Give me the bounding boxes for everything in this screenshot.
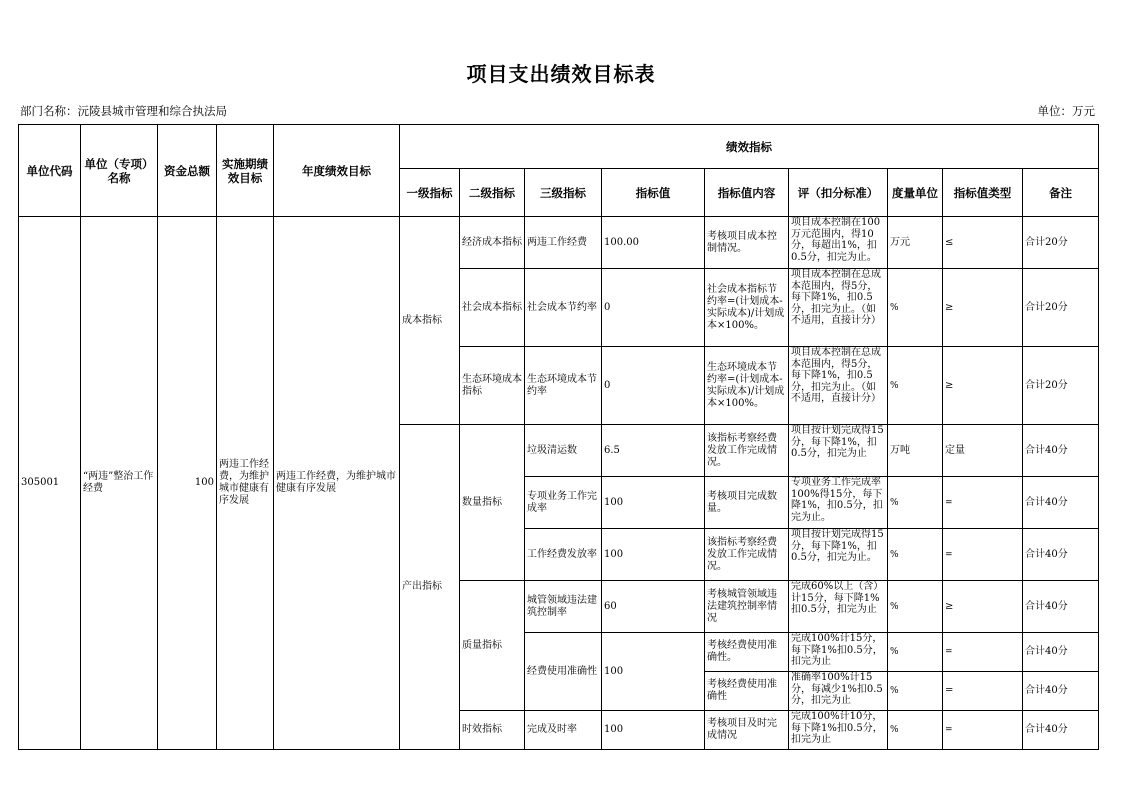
cell-value-type: =	[943, 711, 1023, 750]
header-total-funds: 资金总额	[158, 125, 217, 217]
header-criteria: 评（扣分标准）	[789, 169, 888, 217]
header-value: 指标值	[602, 169, 705, 217]
cell-measure-unit: %	[888, 347, 943, 425]
cell-criteria: 准确率100%计15分，每减少1%扣0.5分，扣完为止	[789, 672, 888, 711]
header-value-type: 指标值类型	[943, 169, 1023, 217]
cell-total-funds: 100	[158, 217, 217, 750]
cell-level3: 城管领域违法建筑控制率	[525, 581, 602, 633]
header-annual-goal: 年度绩效目标	[274, 125, 400, 217]
cell-remark: 合计40分	[1023, 633, 1099, 672]
cell-value: 6.5	[602, 425, 705, 477]
header-level1: 一级指标	[400, 169, 460, 217]
cell-measure-unit: %	[888, 269, 943, 347]
header-perf-indicators: 绩效指标	[400, 125, 1099, 169]
cell-remark: 合计40分	[1023, 672, 1099, 711]
header-unit-code: 单位代码	[19, 125, 81, 217]
cell-level2-time: 时效指标	[460, 711, 525, 750]
cell-measure-unit: %	[888, 477, 943, 529]
cell-annual-goal: 两违工作经费，为维护城市健康有序发展	[274, 217, 400, 750]
cell-criteria: 项目按计划完成得15分，每下降1%，扣0.5分，扣完为止。	[789, 529, 888, 581]
cell-content: 该指标考察经费发放工作完成情况。	[705, 529, 789, 581]
cell-criteria: 项目成本控制在总成本范围内，得5分，每下降1%，扣0.5分，扣完为止。（如不适用，直接计分）	[789, 269, 888, 347]
cell-value: 100	[602, 477, 705, 529]
cell-content: 考核项目完成数量。	[705, 477, 789, 529]
cell-unit-code: 305001	[19, 217, 81, 750]
cell-value-type: ≥	[943, 347, 1023, 425]
cell-content: 考核项目成本控制情况。	[705, 217, 789, 269]
header-content: 指标值内容	[705, 169, 789, 217]
cell-impl-goal: 两违工作经费，为维护城市健康有序发展	[217, 217, 274, 750]
cell-remark: 合计40分	[1023, 711, 1099, 750]
cell-value: 100	[602, 529, 705, 581]
cell-value-type: =	[943, 633, 1023, 672]
cell-unit-name: “两违”整治工作经费	[81, 217, 158, 750]
cell-value-type: =	[943, 477, 1023, 529]
cell-value: 100.00	[602, 217, 705, 269]
cell-level3: 专项业务工作完成率	[525, 477, 602, 529]
cell-level3: 生态环境成本节约率	[525, 347, 602, 425]
cell-criteria: 完成100%计10分，每下降1%扣0.5分，扣完为止	[789, 711, 888, 750]
performance-table	[18, 124, 1099, 750]
header-unit-name: 单位（专项）名称	[81, 125, 158, 217]
cell-criteria: 项目成本控制在总成本范围内，得5分，每下降1%，扣0.5分，扣完为止。（如不适用，直接计分）	[789, 347, 888, 425]
cell-level2-quantity: 数量指标	[460, 425, 525, 581]
cell-content: 生态环境成本节约率=(计划成本-实际成本)/计划成本×100%。	[705, 347, 789, 425]
cell-value-type: ≥	[943, 581, 1023, 633]
cell-level1-output: 产出指标	[400, 425, 460, 750]
cell-content: 考核城管领域违法建筑控制率情况	[705, 581, 789, 633]
header-remark: 备注	[1023, 169, 1099, 217]
header-level3: 三级指标	[525, 169, 602, 217]
cell-remark: 合计40分	[1023, 477, 1099, 529]
cell-remark: 合计40分	[1023, 581, 1099, 633]
cell-value: 0	[602, 347, 705, 425]
cell-measure-unit: 万元	[888, 217, 943, 269]
cell-level3: 社会成本节约率	[525, 269, 602, 347]
header-measure-unit: 度量单位	[888, 169, 943, 217]
page-title: 项目支出绩效目标表	[466, 62, 656, 86]
cell-remark: 合计40分	[1023, 425, 1099, 477]
cell-criteria: 项目成本控制在100万元范围内，得10分，每超出1%，扣0.5分，扣完为止。	[789, 217, 888, 269]
cell-content: 该指标考察经费发放工作完成情况。	[705, 425, 789, 477]
cell-measure-unit: %	[888, 672, 943, 711]
table-row	[19, 217, 1099, 269]
cell-remark: 合计40分	[1023, 529, 1099, 581]
cell-measure-unit: %	[888, 529, 943, 581]
cell-value: 0	[602, 269, 705, 347]
cell-remark: 合计20分	[1023, 217, 1099, 269]
header-level2: 二级指标	[460, 169, 525, 217]
cell-content: 考核项目及时完成情况	[705, 711, 789, 750]
cell-value: 60	[602, 581, 705, 633]
cell-level1-cost: 成本指标	[400, 217, 460, 425]
cell-level2-eco: 生态环境成本指标	[460, 347, 525, 425]
cell-measure-unit: %	[888, 581, 943, 633]
cell-level3: 垃圾清运数	[525, 425, 602, 477]
cell-level2-social: 社会成本指标	[460, 269, 525, 347]
cell-value-type: ≤	[943, 217, 1023, 269]
cell-level3: 完成及时率	[525, 711, 602, 750]
cell-level2-econ: 经济成本指标	[460, 217, 525, 269]
cell-content: 考核经费使用准确性	[705, 672, 789, 711]
header-row-1	[19, 125, 1099, 169]
cell-criteria: 完成60%以上（含）计15分，每下降1%扣0.5分，扣完为止	[789, 581, 888, 633]
cell-remark: 合计20分	[1023, 347, 1099, 425]
cell-measure-unit: 万吨	[888, 425, 943, 477]
cell-measure-unit: %	[888, 633, 943, 672]
cell-level3: 工作经费发放率	[525, 529, 602, 581]
cell-criteria: 完成100%计15分，每下降1%扣0.5分，扣完为止	[789, 633, 888, 672]
cell-value: 100	[602, 633, 705, 711]
cell-value-type: =	[943, 672, 1023, 711]
cell-level2-quality: 质量指标	[460, 581, 525, 711]
cell-content: 社会成本指标节约率=(计划成本-实际成本)/计划成本×100%。	[705, 269, 789, 347]
cell-level3: 经费使用准确性	[525, 633, 602, 711]
cell-value-type: =	[943, 529, 1023, 581]
cell-remark: 合计20分	[1023, 269, 1099, 347]
cell-criteria: 项目按计划完成得15分，每下降1%，扣0.5分，扣完为止	[789, 425, 888, 477]
cell-criteria: 专项业务工作完成率100%得15分，每下降1%，扣0.5分，扣完为止。	[789, 477, 888, 529]
cell-content: 考核经费使用准确性。	[705, 633, 789, 672]
cell-level3: 两违工作经费	[525, 217, 602, 269]
cell-measure-unit: %	[888, 711, 943, 750]
unit-label: 单位：万元	[1037, 104, 1095, 118]
header-impl-goal: 实施期绩效目标	[217, 125, 274, 217]
department-label: 部门名称：沅陵县城市管理和综合执法局	[20, 104, 227, 118]
cell-value-type: 定量	[943, 425, 1023, 477]
cell-value: 100	[602, 711, 705, 750]
cell-value-type: ≥	[943, 269, 1023, 347]
